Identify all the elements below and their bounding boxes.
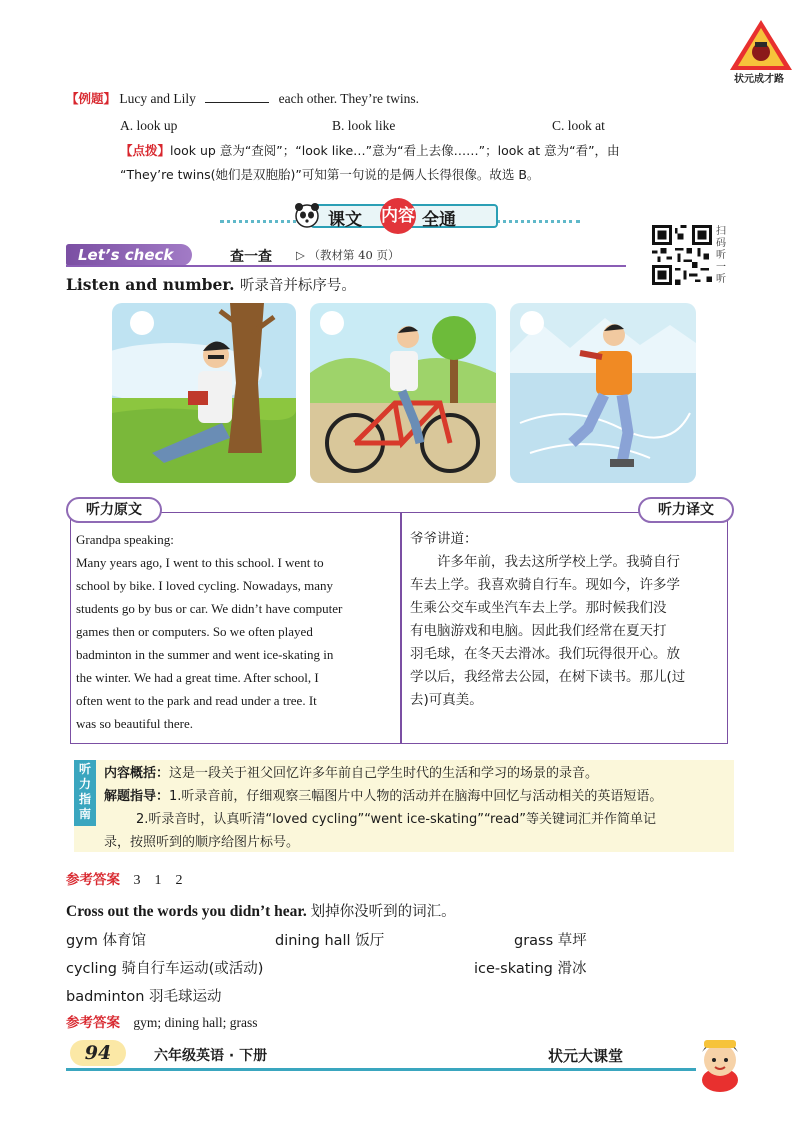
mascot-icon — [690, 1030, 750, 1094]
tip-line-1 — [120, 141, 620, 161]
translation-line: 去)可真美。 — [410, 692, 483, 708]
word-en: badminton — [66, 989, 145, 1005]
reference-answer-2 — [66, 1011, 258, 1031]
method-label: 解题指导： — [104, 789, 170, 804]
translation-line: 有电脑游戏和电脑。因此我们经常在夏天打 — [410, 623, 667, 639]
transcript-english — [76, 528, 394, 735]
footer-brand: 状元大课堂 — [548, 1047, 624, 1065]
option-c: C. look at — [552, 118, 605, 133]
transcript-line: games then or computers. So we often played — [76, 624, 313, 639]
translation-line: 羽毛球，在冬天去滑冰。我们玩得很开心。放 — [410, 646, 680, 662]
word-cn: 羽毛球运动 — [149, 989, 222, 1005]
word-cn: 滑冰 — [557, 961, 587, 977]
section-banner — [292, 198, 502, 232]
ice-skating-picture — [510, 303, 696, 483]
example-tag: 【例题】 — [66, 91, 117, 106]
answer-value: 3 1 2 — [133, 873, 183, 888]
transcript-line: often went to the park and read under a tree. It — [76, 693, 317, 708]
listen-title — [66, 274, 356, 295]
check-cn-label: 查一查 — [230, 249, 272, 265]
banner-highlight: 内容 — [380, 198, 416, 234]
word-gym — [66, 929, 146, 950]
method-step-2a: 2.听录音时，认真听清“loved cycling”“went ice-skating”“read”等关键词汇并作简单记 — [136, 812, 657, 827]
listening-guide-tag: 听力指南 — [74, 760, 96, 826]
word-grass — [514, 929, 587, 950]
method-step-2b: 录，按照听到的顺序给图片标号。 — [104, 835, 300, 850]
qr-caption: 扫码听一听 — [716, 226, 726, 285]
method-step-1: 1.听录音前，仔细观察三幅图片中人物的活动并在脑海中回忆与活动相关的英语短语。 — [169, 789, 663, 804]
cross-title-cn: 划掉你没听到的词汇。 — [310, 904, 456, 920]
transcript-line: the winter. We had a great time. After school, I — [76, 670, 319, 685]
section-underline — [66, 265, 626, 267]
transcript-translation-label: 听力译文 — [638, 497, 734, 523]
page-ref-text: （教材第 40 页） — [308, 248, 400, 262]
word-badminton — [66, 985, 222, 1006]
transcript-line: school by bike. I loved cycling. Nowadays, many — [76, 578, 334, 593]
play-icon: ▷ — [296, 248, 309, 262]
listen-title-en: Listen and number. — [66, 275, 235, 294]
translation-line: 许多年前，我去这所学校上学。我骑自行 — [410, 554, 680, 570]
logo-text: 状元成才路 — [734, 74, 784, 85]
word-cn: 体育馆 — [102, 933, 147, 949]
qr-code[interactable] — [652, 225, 712, 285]
answer-blank — [205, 91, 269, 103]
tip-tag: 【点拨】 — [120, 143, 171, 158]
lets-check-label: Let’s check — [78, 246, 174, 264]
tip-line-2: “They’re twins(她们是双胞胎)”可知第一句说的是俩人长得很像。故选 B。 — [120, 167, 540, 182]
word-cn: 骑自行车运动(或活动) — [121, 961, 264, 977]
example-question-end: each other. They’re twins. — [278, 91, 419, 106]
page-number: 94 — [70, 1040, 126, 1066]
panda-icon — [292, 200, 322, 230]
example-question — [66, 89, 419, 109]
reading-under-tree-picture — [112, 303, 296, 483]
word-en: cycling — [66, 961, 117, 977]
word-dining-hall — [275, 929, 384, 950]
translation-line: 车去上学。我喜欢骑自行车。现如今，许多学 — [410, 577, 680, 593]
banner-text-2: 全通 — [422, 210, 456, 230]
answer-value: gym; dining hall; grass — [133, 1015, 258, 1030]
guide-method-1 — [104, 786, 662, 807]
transcript-line: was so beautiful there. — [76, 716, 193, 731]
word-cycling — [66, 957, 263, 978]
answer-label: 参考答案 — [66, 1015, 120, 1031]
word-ice-skating — [474, 957, 586, 978]
translation-line: 学以后，我经常去公园，在树下读书。那儿(过 — [410, 669, 686, 685]
word-en: ice-skating — [474, 961, 553, 977]
summary-text: 这是一段关于祖父回忆许多年前自己学生时代的生活和学习的场景的录音。 — [169, 766, 599, 781]
cycling-picture — [310, 303, 496, 483]
transcript-divider — [400, 512, 402, 744]
textbook-page-ref — [296, 247, 399, 263]
banner-text-1: 课文 — [328, 210, 362, 230]
guide-summary — [104, 763, 598, 784]
cross-title-en: Cross out the words you didn’t hear. — [66, 903, 307, 920]
transcript-line: badminton in the summer and went ice-skating in — [76, 647, 334, 662]
reference-answer-1 — [66, 868, 183, 889]
translation-line: 爷爷讲道： — [410, 531, 478, 547]
word-en: gym — [66, 933, 98, 949]
translation-line: 生乘公交车或坐汽车去上学。那时候我们没 — [410, 600, 667, 616]
cross-out-title — [66, 900, 456, 921]
option-a: A. look up — [120, 118, 178, 133]
word-cn: 饭厅 — [355, 933, 385, 949]
transcript-original-label: 听力原文 — [66, 497, 162, 523]
answer-label: 参考答案 — [66, 872, 120, 888]
word-en: dining hall — [275, 933, 351, 949]
tip-text-1: look up 意为“查阅”；“look like…”意为“看上去像……”；look at 意为“看”，由 — [170, 143, 620, 158]
word-en: grass — [514, 933, 554, 949]
option-b: B. look like — [332, 118, 396, 133]
transcript-line: students go by bus or car. We didn’t have computer — [76, 601, 343, 616]
word-cn: 草坪 — [557, 933, 587, 949]
transcript-chinese — [410, 528, 722, 712]
footer-book-title: 六年级英语 · 下册 — [154, 1048, 268, 1064]
transcript-line: Grandpa speaking: — [76, 532, 174, 547]
listen-title-cn: 听录音并标序号。 — [239, 278, 356, 294]
example-question-start: Lucy and Lily — [119, 91, 196, 106]
transcript-line: Many years ago, I went to this school. I went to — [76, 555, 324, 570]
summary-label: 内容概括： — [104, 766, 170, 781]
footer-line — [66, 1068, 696, 1071]
